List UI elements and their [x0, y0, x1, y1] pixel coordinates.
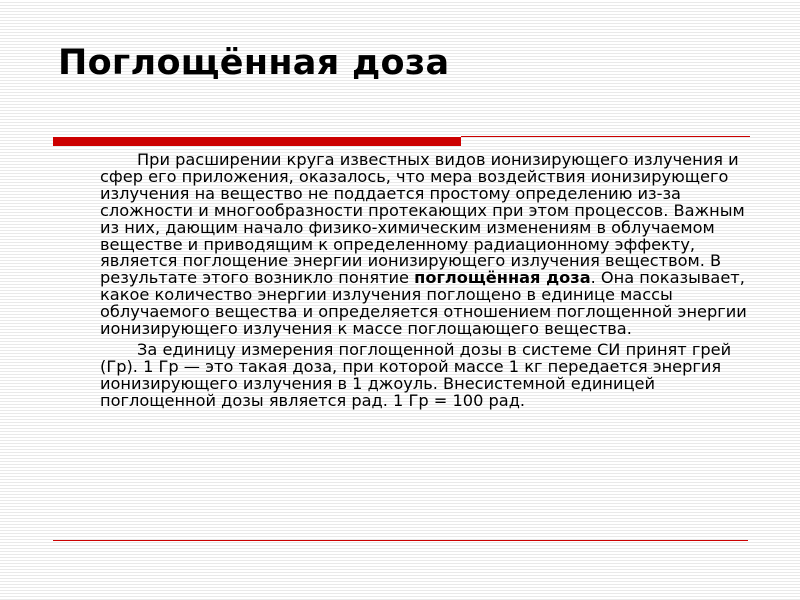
- title-accent-bar: [53, 137, 461, 146]
- title-accent-line: [461, 136, 750, 137]
- bold-term: поглощённая доза: [414, 268, 591, 288]
- paragraph-text: При расширении круга известных видов ионизирующего излучения и сфер его приложения, оказалось, что мера воздействия ионизирующего излучения на вещество не поддается простому определению из-за сложности и многообразности протекающих при этом процессов. Важным из них, дающим начало физико-химическим изменениям в облучаемом веществе и приводящим к определенному радиационному эффекту, является поглощение энергии ионизирующего излучения веществом. В результате этого возникло понятие: [100, 150, 745, 288]
- paragraph-text: . Она показывает, какое количество энергии излучения поглощено в единице массы облучаемого вещества и определяется отношением поглощенной энергии ионизирующего излучения к массе поглощающего вещества.: [100, 268, 747, 339]
- slide-body: [100, 152, 750, 410]
- paragraph-si-unit: За единицу измерения поглощенной дозы в системе СИ принят грей (Гр). 1 Гр — это такая доза, при которой массе 1 кг передается энергия ионизирующего излучения в 1 джоуль. Внесистемной единицей поглощенной дозы является рад. 1 Гр = 100 рад.: [100, 339, 732, 410]
- slide-title: Поглощённая доза: [58, 43, 450, 83]
- footer-accent-line: [53, 540, 748, 541]
- paragraph-absorbed-dose-definition: [100, 152, 750, 338]
